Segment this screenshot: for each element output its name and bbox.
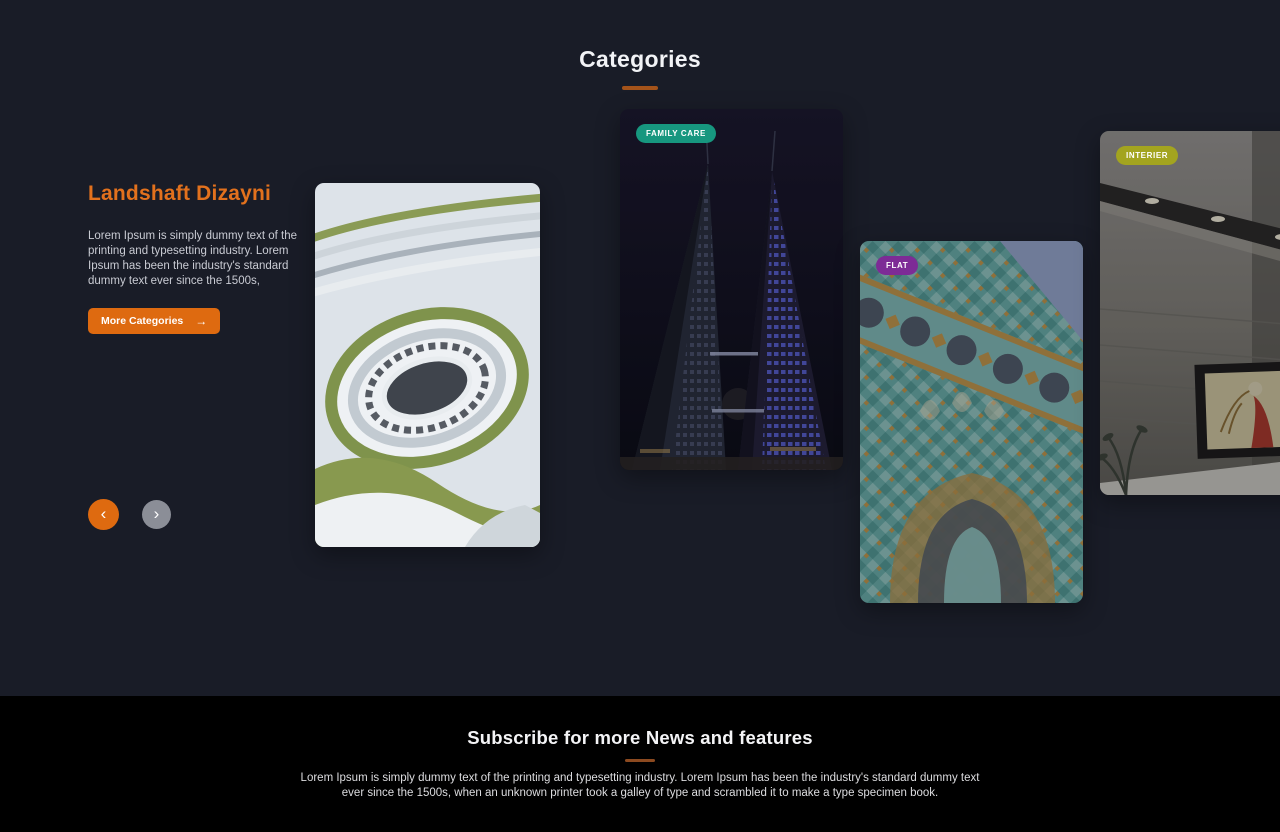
- category-panel-title: Landshaft Dizayni: [88, 182, 272, 205]
- card-dim-overlay: [620, 109, 843, 470]
- carousel-prev-button[interactable]: [88, 499, 119, 530]
- subscribe-description: Lorem Ipsum is simply dummy text of the printing and typesetting industry. Lorem Ipsum has been the industry's standard dummy text ever since the 1500s, when an unknown printer took a galley of type and scrambled it to make a type specimen book.: [300, 772, 980, 799]
- flat-badge: FLAT: [876, 256, 918, 275]
- subscribe-title-underline: [625, 759, 655, 762]
- subscribe-title: Subscribe for more News and features: [467, 727, 813, 748]
- more-categories-button[interactable]: [88, 308, 220, 334]
- subscribe-footer: [0, 696, 1280, 832]
- interier-badge: INTERIER: [1116, 146, 1178, 165]
- arrow-right-icon: →: [195, 314, 208, 328]
- carousel-next-button[interactable]: [142, 500, 171, 529]
- card-dim-overlay: [860, 241, 1083, 603]
- category-card-flat[interactable]: [860, 241, 1083, 603]
- card-dim-overlay: [1100, 131, 1280, 495]
- categories-title-underline: [622, 86, 658, 90]
- categories-title: Categories: [579, 46, 701, 72]
- landshaft-card-image: [315, 183, 540, 547]
- carousel-nav: [88, 499, 171, 530]
- category-panel-description: Lorem Ipsum is simply dummy text of the printing and typesetting industry. Lorem Ipsum has been the industry's standard dummy text ever since the 1500s,: [88, 230, 297, 287]
- category-card-family-care[interactable]: [620, 109, 843, 470]
- categories-header: [0, 46, 1280, 90]
- chevron-left-icon: ‹: [100, 504, 107, 523]
- chevron-right-icon: ›: [153, 504, 160, 523]
- category-info-panel: [88, 182, 316, 334]
- category-card-landshaft[interactable]: [315, 183, 540, 547]
- family-care-badge: FAMILY CARE: [636, 124, 716, 143]
- more-categories-label: More Categories: [101, 315, 184, 327]
- category-card-interier[interactable]: [1100, 131, 1280, 495]
